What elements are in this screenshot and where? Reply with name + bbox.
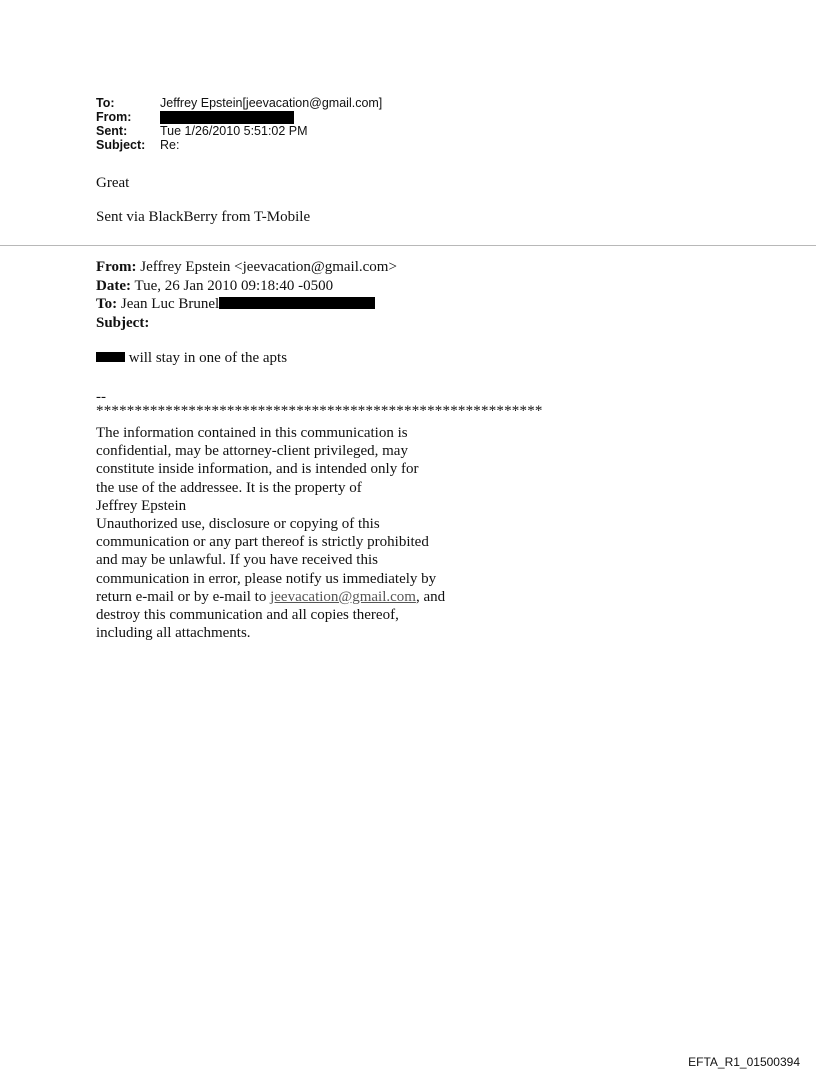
quoted-date-label: Date: <box>96 277 131 294</box>
disclaimer-line: Jeffrey Epstein <box>96 497 187 514</box>
quoted-from-row <box>96 258 397 277</box>
quoted-date-value: Tue, 26 Jan 2010 09:18:40 -0500 <box>134 277 334 294</box>
disclaimer-line: confidential, may be attorney-client privileged, may <box>96 443 408 460</box>
signature-dashes: -- <box>96 389 106 405</box>
email-link[interactable]: jeevacation@gmail.com <box>270 588 416 605</box>
sent-label: Sent: <box>96 124 128 138</box>
quoted-subject-row <box>96 314 397 333</box>
asterisk-separator: ********************************************************** <box>96 403 543 419</box>
reply-signature: Sent via BlackBerry from T-Mobile <box>96 209 311 225</box>
confidentiality-disclaimer <box>96 424 496 642</box>
disclaimer-line: The information contained in this communication is <box>96 425 408 441</box>
reply-sent-row <box>96 124 382 138</box>
disclaimer-line: the use of the addressee. It is the property of <box>96 479 362 496</box>
redaction-block <box>160 111 294 124</box>
quoted-message <box>96 349 287 367</box>
disclaimer-line: including all attachments. <box>96 625 251 642</box>
disclaimer-text: return e-mail or by e-mail to <box>96 588 271 605</box>
quoted-message-text: will stay in one of the apts <box>128 350 288 366</box>
disclaimer-line: Unauthorized use, disclosure or copying of this <box>96 516 380 533</box>
disclaimer-text: , and <box>415 588 446 605</box>
subject-label: Subject: <box>96 138 146 152</box>
reply-from-row <box>96 110 382 124</box>
reply-email-header <box>96 96 382 152</box>
quoted-from-value: Jeffrey Epstein <jeevacation@gmail.com> <box>140 259 397 275</box>
quoted-email-header <box>96 258 397 332</box>
to-value: Jeffrey Epstein[jeevacation@gmail.com] <box>160 96 383 110</box>
document-id: EFTA_R1_01500394 <box>688 1055 800 1069</box>
reply-greeting: Great <box>96 175 130 191</box>
redaction-block <box>219 297 375 309</box>
to-label: To: <box>96 96 115 110</box>
disclaimer-line-with-link <box>96 588 496 606</box>
quoted-date-row <box>96 277 397 296</box>
reply-subject-row <box>96 138 382 152</box>
quoted-subject-label: Subject: <box>96 314 150 331</box>
reply-to-row <box>96 96 382 110</box>
disclaimer-line: communication or any part thereof is strictly prohibited <box>96 534 429 551</box>
message-divider <box>0 245 816 246</box>
subject-value: Re: <box>160 138 180 152</box>
disclaimer-line: and may be unlawful. If you have received this <box>96 552 378 569</box>
disclaimer-line: communication in error, please notify us immediately by <box>96 570 437 587</box>
disclaimer-line: destroy this communication and all copies thereof, <box>96 607 399 624</box>
from-label: From: <box>96 110 132 124</box>
redaction-block <box>96 352 125 362</box>
sent-value: Tue 1/26/2010 5:51:02 PM <box>160 124 308 138</box>
disclaimer-line: constitute inside information, and is intended only for <box>96 461 419 478</box>
quoted-from-label: From: <box>96 259 137 275</box>
quoted-to-label: To: <box>96 296 118 312</box>
quoted-to-value: Jean Luc Brunel <box>120 296 220 312</box>
quoted-to-row <box>96 295 397 314</box>
